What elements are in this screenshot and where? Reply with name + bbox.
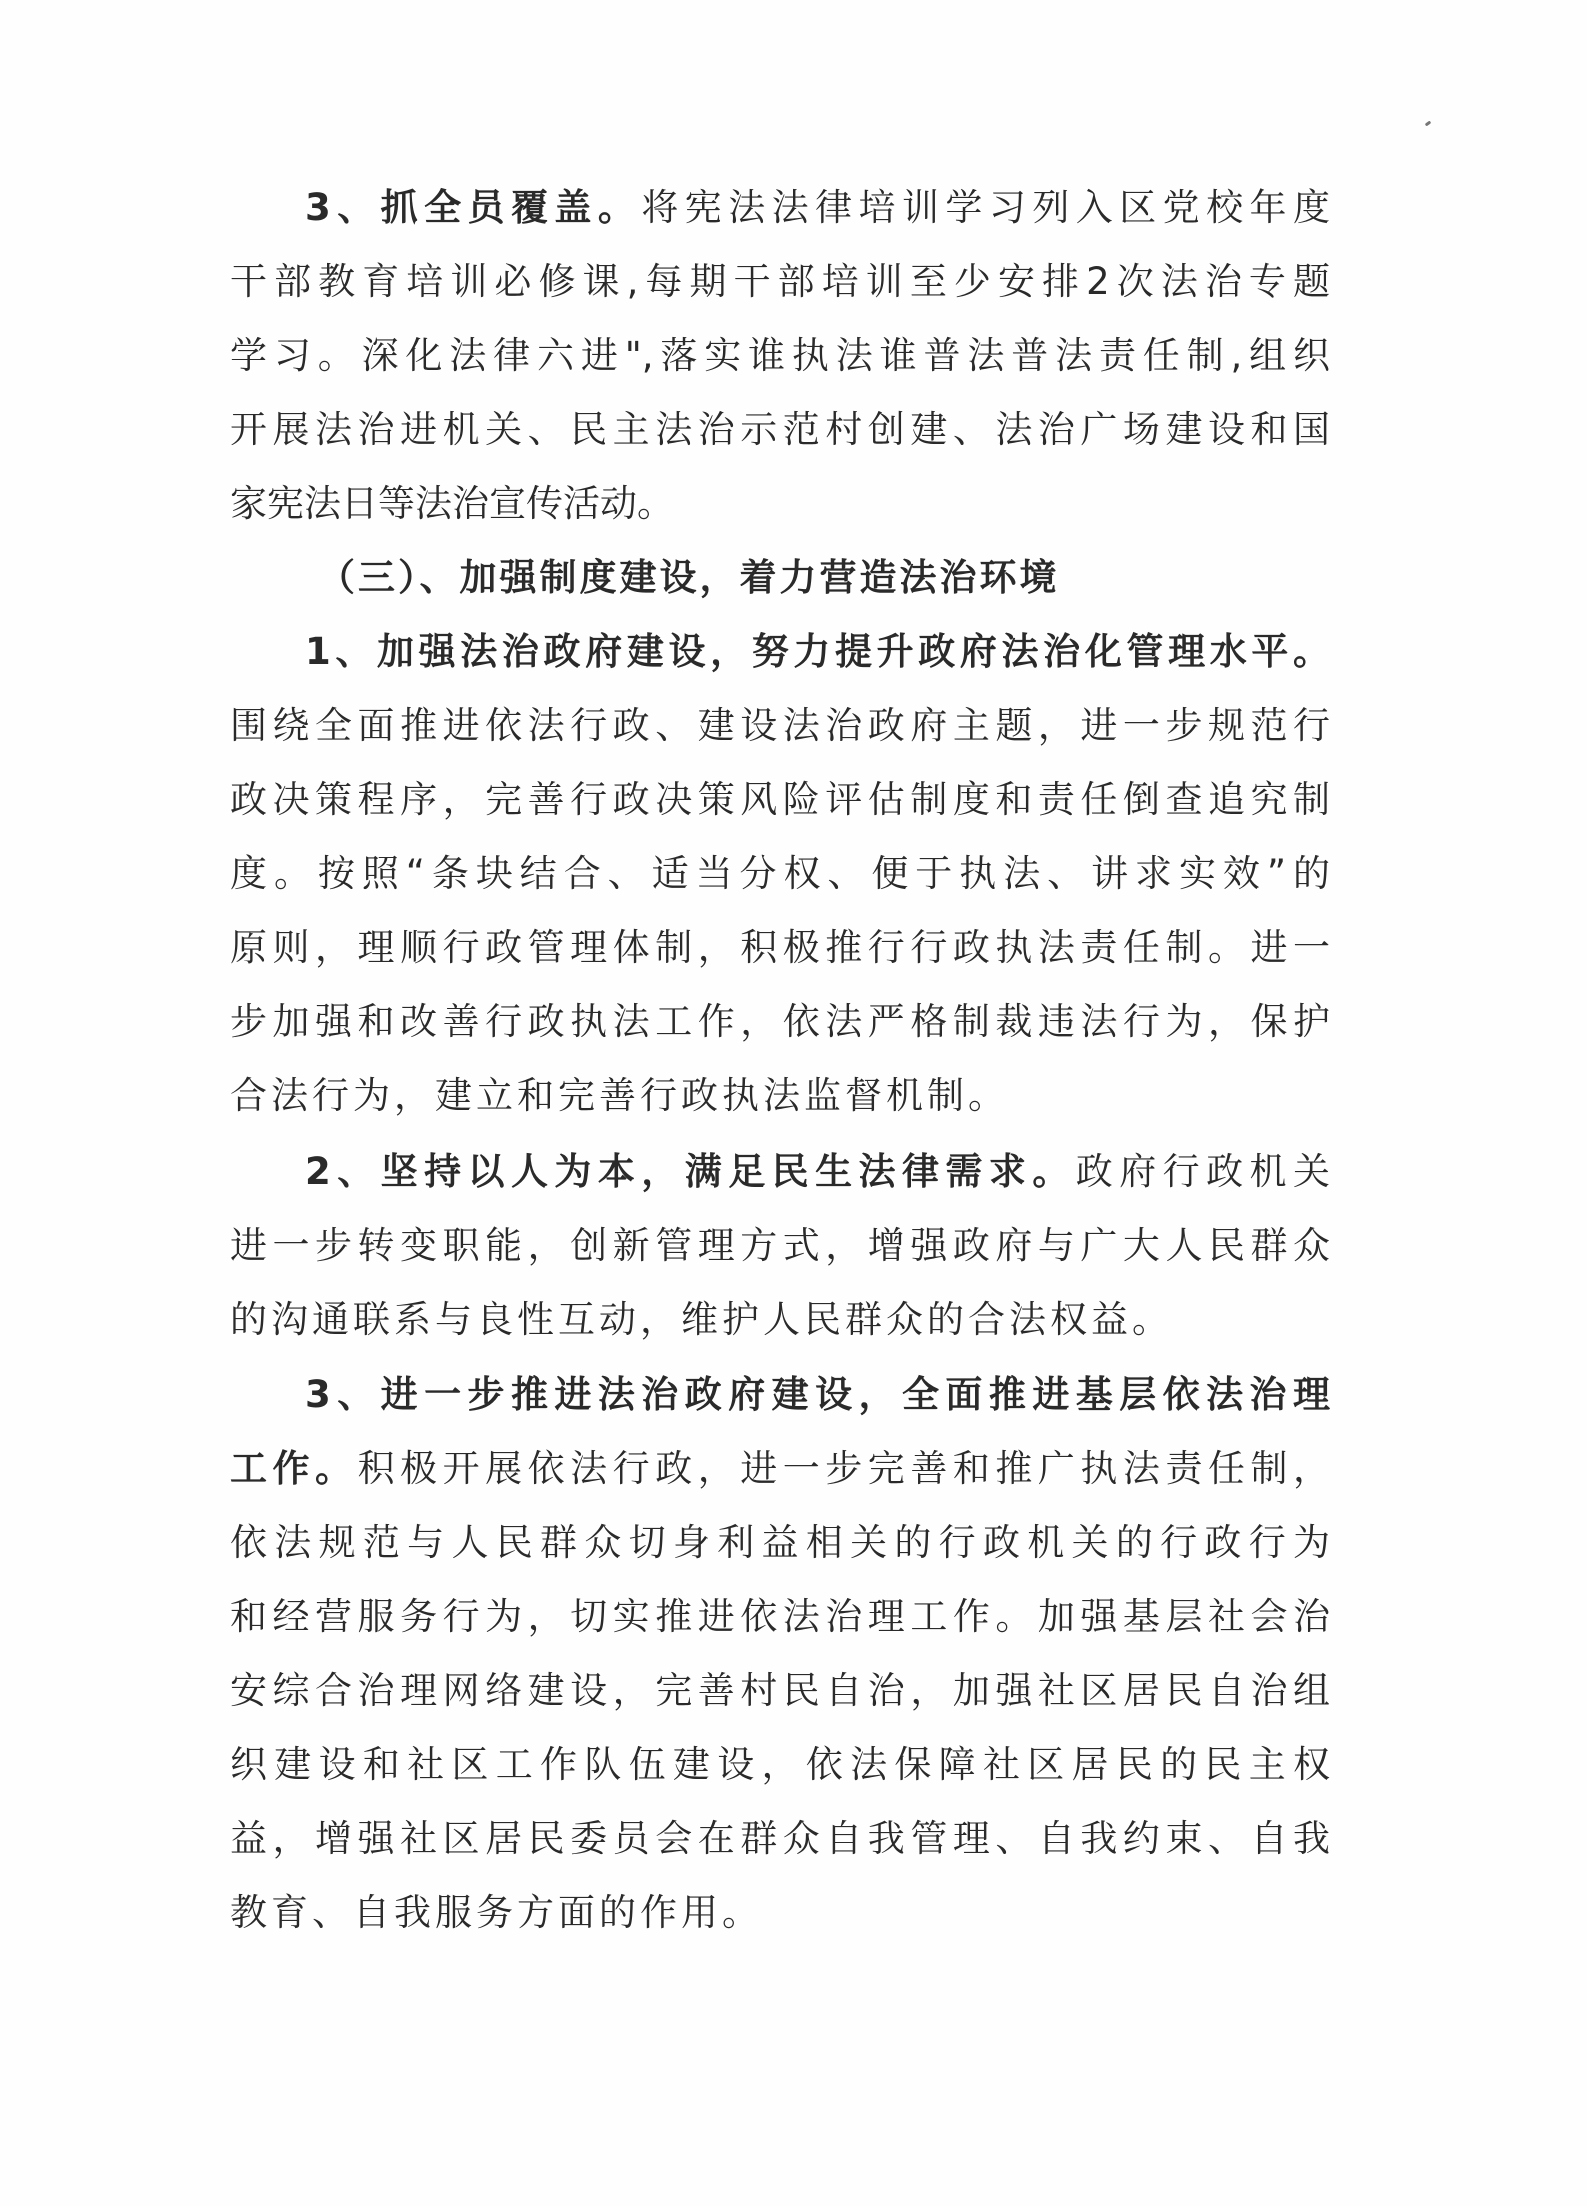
paragraph-line	[305, 1147, 1330, 1197]
paragraph-line	[305, 1370, 1330, 1420]
line-text: 围绕全面推进依法行政、建设法治政府主题，进一步规范行	[230, 704, 1330, 747]
paragraph-line	[230, 1814, 1330, 1864]
line-text: 度。按照“条块结合、适当分权、便于执法、讲求实效”的	[230, 852, 1330, 895]
paragraph-line	[305, 627, 1330, 677]
paragraph-line	[230, 775, 1330, 825]
paragraph-line	[230, 923, 1330, 973]
line-text: 依法规范与人民群众切身利益相关的行政机关的行政行为	[230, 1521, 1330, 1564]
line-text: 政府行政机关	[1075, 1150, 1330, 1193]
line-text: 合法行为，建立和完善行政执法监督机制。	[230, 1074, 1009, 1117]
paragraph-line	[230, 1071, 1009, 1121]
line-text: 积极开展依法行政，进一步完善和推广执法责任制，	[357, 1447, 1331, 1490]
paragraph-line	[230, 257, 1330, 307]
line-text: 的沟通联系与良性互动，维护人民群众的合法权益。	[230, 1298, 1173, 1341]
paragraph-line	[230, 1666, 1330, 1716]
paragraph-line	[230, 1888, 763, 1938]
paragraph-line	[230, 849, 1330, 899]
paragraph-line	[230, 1221, 1330, 1271]
paragraph-line	[230, 1592, 1330, 1642]
line-text: 将宪法法律培训学习列入区党校年度	[641, 186, 1330, 229]
line-text: 政决策程序，完善行政决策风险评估制度和责任倒查追究制	[230, 778, 1330, 821]
item-heading: 2、坚持以人为本，满足民生法律需求。	[305, 1150, 1076, 1193]
line-text: 家宪法日等法治宣传活动。	[230, 482, 674, 525]
paragraph-line	[230, 1518, 1330, 1568]
paragraph-line	[230, 1295, 1173, 1345]
paragraph-line	[230, 1740, 1330, 1790]
line-text: 干部教育培训必修课,每期干部培训至少安排2次法治专题	[230, 260, 1330, 303]
line-text: 织建设和社区工作队伍建设，依法保障社区居民的民主权	[230, 1743, 1330, 1786]
item-heading: 工作。	[230, 1447, 358, 1490]
line-text: 学习。深化法律六进",落实谁执法谁普法普法责任制,组织	[230, 334, 1330, 377]
line-text: 和经营服务行为，切实推进依法治理工作。加强基层社会治	[230, 1595, 1330, 1638]
scan-speck	[1425, 121, 1432, 127]
item-heading: 3、抓全员覆盖。	[305, 186, 642, 229]
line-text: 原则，理顺行政管理体制，积极推行行政执法责任制。进一	[230, 926, 1330, 969]
paragraph-line	[305, 183, 1330, 233]
item-heading: 1、加强法治政府建设，努力提升政府法治化管理水平。	[305, 630, 1330, 673]
paragraph-line	[230, 479, 674, 529]
paragraph-line	[230, 1444, 1330, 1494]
paragraph-line	[230, 331, 1330, 381]
item-heading: 3、进一步推进法治政府建设，全面推进基层依法治理	[305, 1373, 1330, 1416]
line-text: 开展法治进机关、民主法治示范村创建、法治广场建设和国	[230, 408, 1330, 451]
line-text: 步加强和改善行政执法工作，依法严格制裁违法行为，保护	[230, 1000, 1330, 1043]
section-heading-text: （三）、加强制度建设，着力营造法治环境	[318, 556, 1060, 599]
line-text: 教育、自我服务方面的作用。	[230, 1891, 763, 1934]
section-heading	[318, 553, 1060, 603]
paragraph-line	[230, 997, 1330, 1047]
line-text: 进一步转变职能，创新管理方式，增强政府与广大人民群众	[230, 1224, 1330, 1267]
line-text: 益，增强社区居民委员会在群众自我管理、自我约束、自我	[230, 1817, 1330, 1860]
paragraph-line	[230, 701, 1330, 751]
line-text: 安综合治理网络建设，完善村民自治，加强社区居民自治组	[230, 1669, 1330, 1712]
paragraph-line	[230, 405, 1330, 455]
